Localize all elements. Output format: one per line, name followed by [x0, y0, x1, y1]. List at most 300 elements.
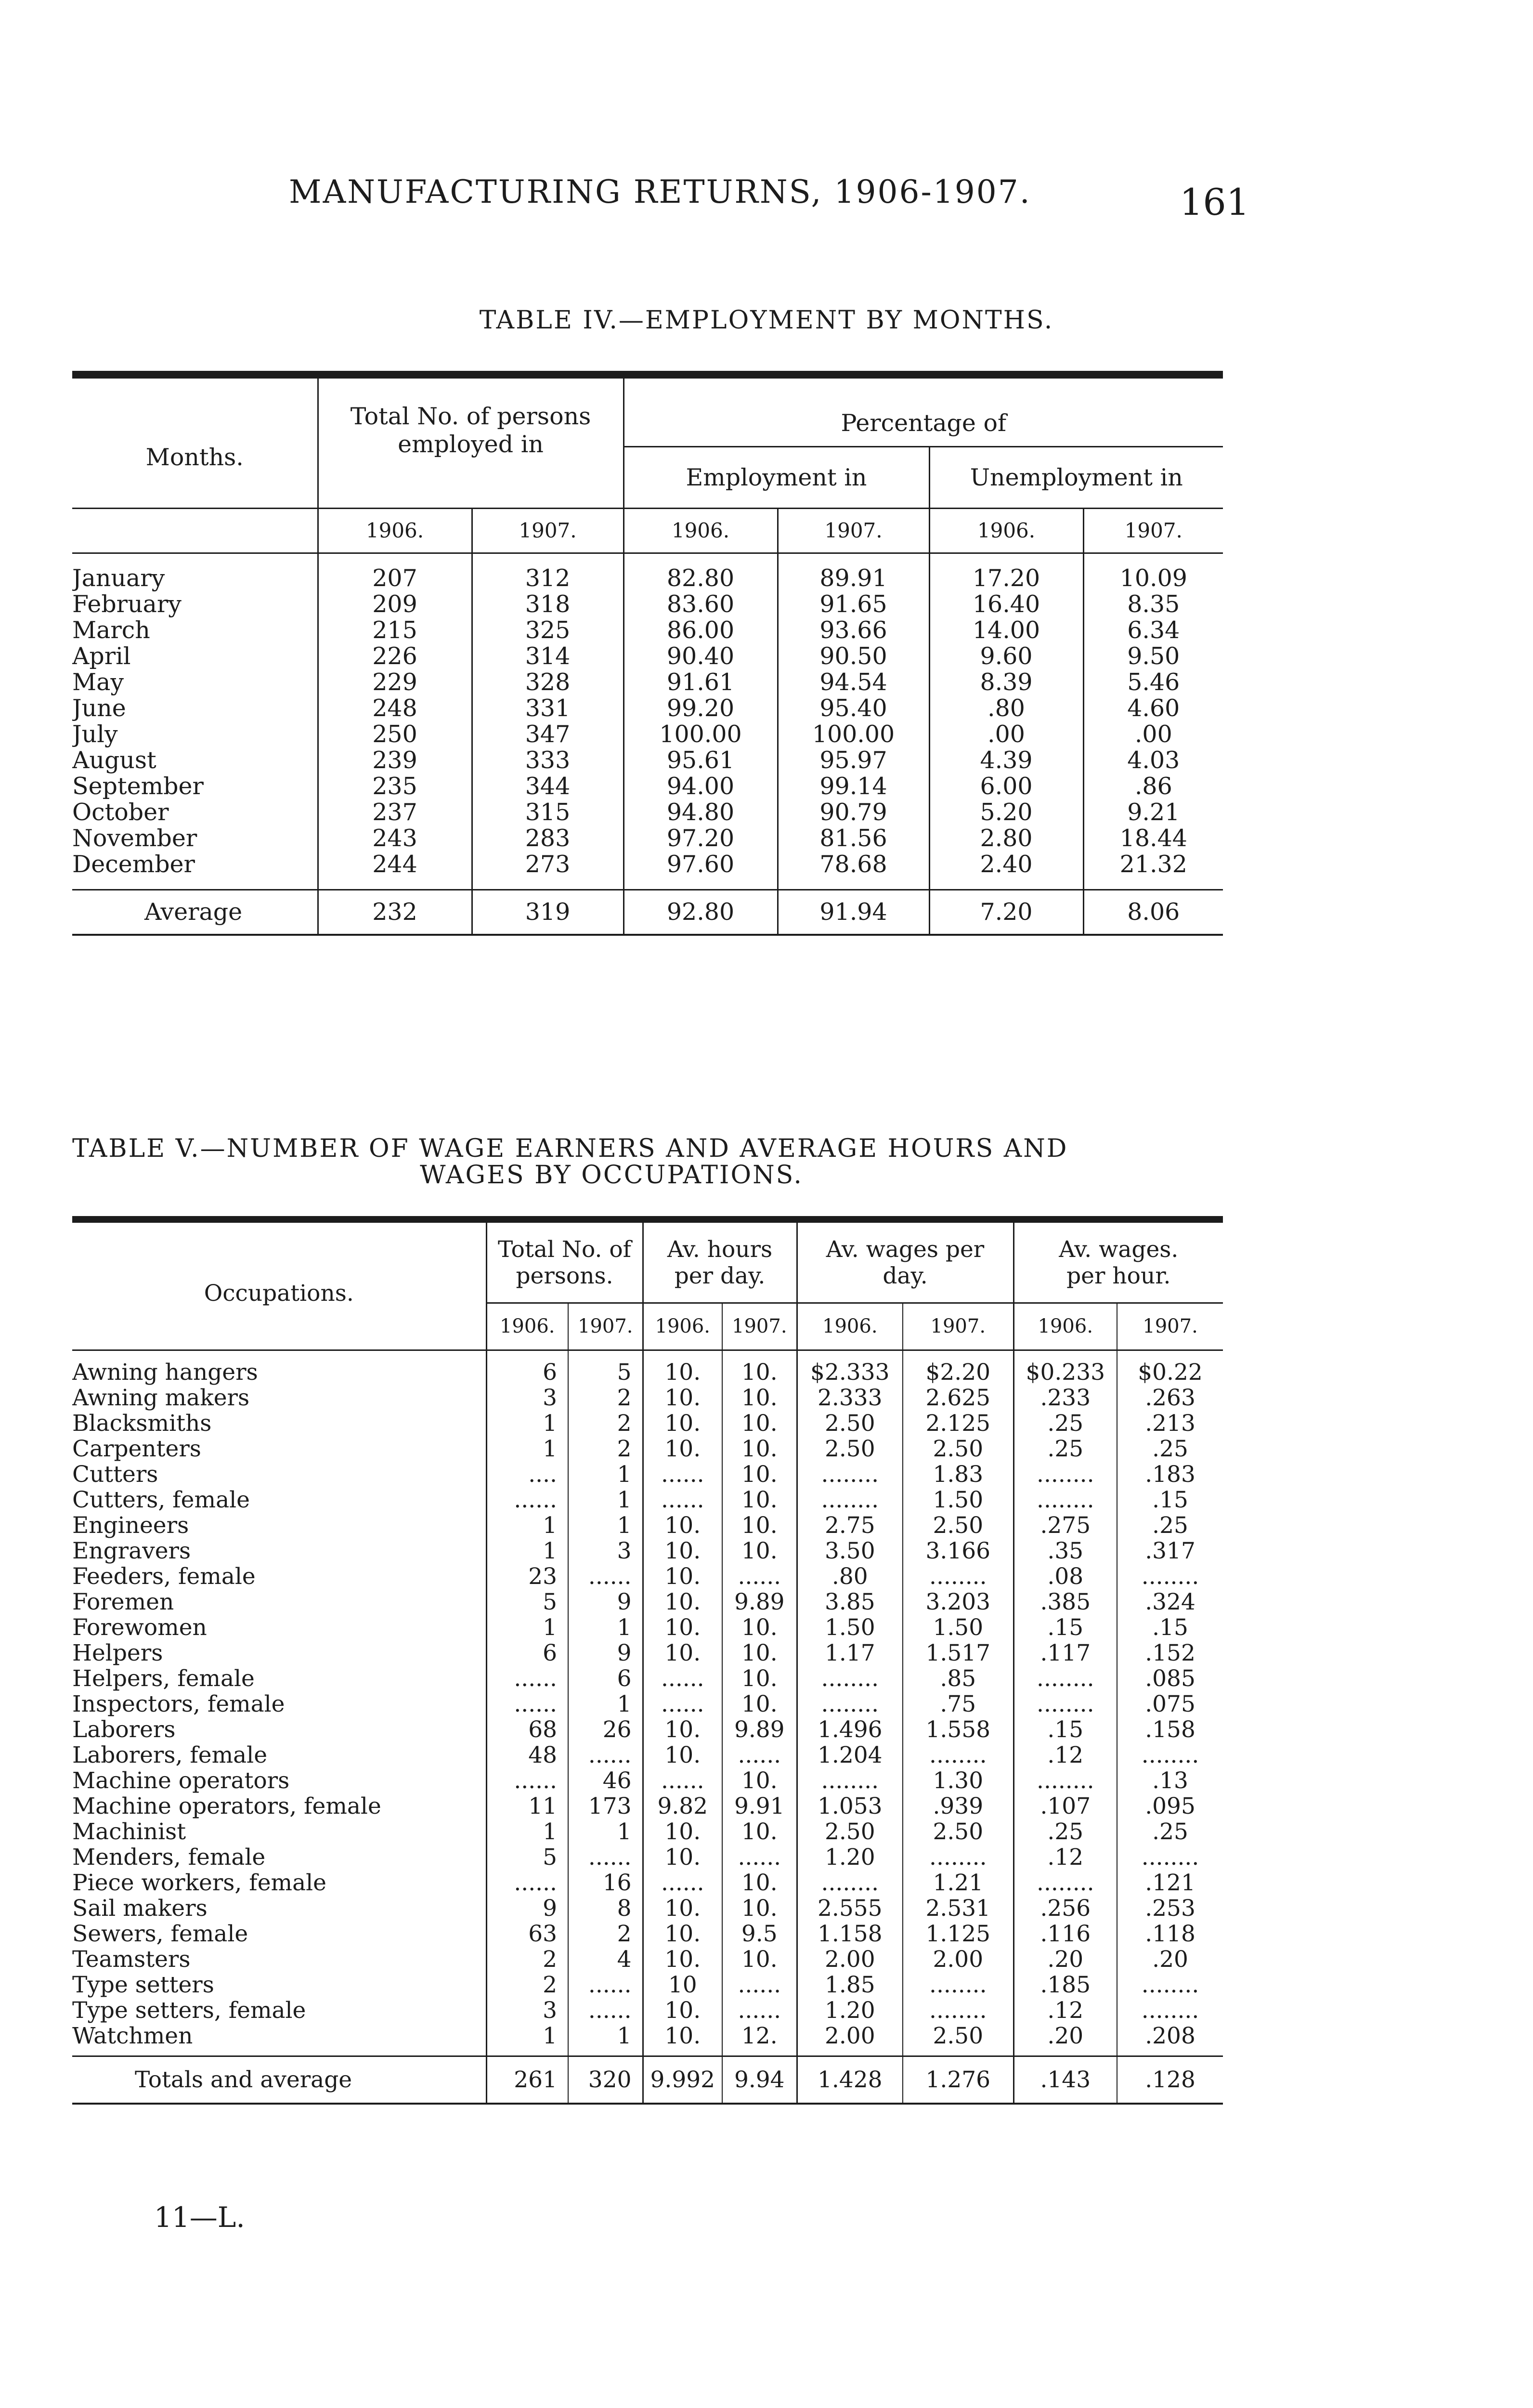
wages-hour-1907: .13 [1117, 1768, 1223, 1793]
table4-row [72, 851, 1223, 890]
table5-row [72, 1436, 1223, 1462]
wages-hour-1907: .208 [1117, 2023, 1223, 2056]
wages-day-1907: 1.21 [903, 1870, 1013, 1896]
table5-row [72, 1998, 1223, 2023]
table5-row [72, 1615, 1223, 1640]
table5-title-line1: TABLE V.—NUMBER OF WAGE EARNERS AND AVERAGE HOURS AND [72, 1134, 1068, 1163]
totals-wages-day-1906: 1.428 [797, 2056, 903, 2103]
unemployment-1906: 6.00 [929, 773, 1083, 799]
wages-day-1907: 2.50 [903, 2023, 1013, 2056]
hours-1906: 10. [643, 1385, 722, 1411]
persons-1906: 1 [486, 1411, 568, 1436]
persons-1907: 314 [472, 643, 624, 669]
unemployment-1907: 10.09 [1083, 553, 1223, 592]
table5-row [72, 1640, 1223, 1666]
wages-hour-1906: .20 [1013, 1947, 1117, 1972]
header-wages-hour-1906: 1906. [1013, 1303, 1117, 1350]
persons-1907: 5 [568, 1350, 643, 1386]
hours-1906: 9.82 [643, 1793, 722, 1819]
header-occupations: Occupations. [72, 1223, 486, 1350]
wages-hour-1907: .152 [1117, 1640, 1223, 1666]
occupation-label: Machinist [72, 1819, 186, 1845]
hours-1906: ...... [643, 1666, 722, 1691]
table4-row [72, 643, 1223, 669]
persons-1906: 1 [486, 1436, 568, 1462]
totals-hours-1906: 9.992 [643, 2056, 722, 2103]
persons-1906: ...... [486, 1691, 568, 1717]
wages-day-1906: 1.20 [797, 1845, 903, 1870]
table5-row [72, 1538, 1223, 1564]
wages-day-1906: 2.50 [797, 1411, 903, 1436]
persons-1906: 9 [486, 1896, 568, 1921]
hours-1906: 10. [643, 1845, 722, 1870]
wages-hour-1906: ........ [1013, 1691, 1117, 1717]
persons-1907: 1 [568, 2023, 643, 2056]
average-persons-1906: 232 [318, 890, 472, 934]
table5-row [72, 1819, 1223, 1845]
wages-hour-1907: .263 [1117, 1385, 1223, 1411]
wages-day-1907: ........ [903, 1742, 1013, 1768]
wages-hour-1907: .15 [1117, 1615, 1223, 1640]
persons-1907: 2 [568, 1921, 643, 1947]
header-hours-1907: 1907. [722, 1303, 797, 1350]
wages-day-1906: ........ [797, 1666, 903, 1691]
wages-day-1907: 1.30 [903, 1768, 1013, 1793]
employment-1907: 89.91 [778, 553, 929, 592]
hours-1907: ...... [722, 1972, 797, 1998]
wages-hour-1907: ........ [1117, 1742, 1223, 1768]
wages-day-1906: 2.50 [797, 1819, 903, 1845]
wages-day-1907: .75 [903, 1691, 1013, 1717]
wages-hour-1907: .085 [1117, 1666, 1223, 1691]
table5-row [72, 1717, 1223, 1742]
wages-hour-1907: .121 [1117, 1870, 1223, 1896]
wages-hour-1907: .317 [1117, 1538, 1223, 1564]
occupation-label: Sewers, female [72, 1921, 248, 1947]
table5-row [72, 1768, 1223, 1793]
wages-hour-1907: .25 [1117, 1513, 1223, 1538]
persons-1907: 2 [568, 1436, 643, 1462]
persons-1906: 243 [318, 825, 472, 851]
table4-row [72, 553, 1223, 592]
month-label: September [72, 773, 204, 799]
wages-day-1907: 1.125 [903, 1921, 1013, 1947]
wages-day-1907: .85 [903, 1666, 1013, 1691]
persons-1907: 26 [568, 1717, 643, 1742]
employment-1906: 99.20 [624, 695, 778, 721]
employment-1906: 91.61 [624, 669, 778, 695]
wages-hour-1906: .12 [1013, 1998, 1117, 2023]
table4-row [72, 773, 1223, 799]
persons-1906: 239 [318, 747, 472, 773]
wages-day-1906: 1.204 [797, 1742, 903, 1768]
unemployment-1906: .80 [929, 695, 1083, 721]
employment-1906: 82.80 [624, 553, 778, 592]
wages-hour-1907: .075 [1117, 1691, 1223, 1717]
persons-1906: 3 [486, 1998, 568, 2023]
occupation-label: Engineers [72, 1513, 189, 1538]
wages-hour-1906: .25 [1013, 1819, 1117, 1845]
persons-1906: ...... [486, 1666, 568, 1691]
persons-1906: 2 [486, 1972, 568, 1998]
persons-1907: 1 [568, 1819, 643, 1845]
persons-1906: 5 [486, 1845, 568, 1870]
signature-mark: 11—L. [154, 2201, 245, 2234]
wages-day-1907: 2.50 [903, 1513, 1013, 1538]
wages-hour-1906: ........ [1013, 1666, 1117, 1691]
wages-day-1907: 2.125 [903, 1411, 1013, 1436]
header-unemployment-in: Unemployment in [929, 447, 1223, 509]
average-employment-1907: 91.94 [778, 890, 929, 934]
hours-1906: 10. [643, 1538, 722, 1564]
persons-1907: 318 [472, 591, 624, 617]
wages-hour-1907: .15 [1117, 1487, 1223, 1513]
table5-row [72, 1589, 1223, 1615]
persons-1907: 347 [472, 721, 624, 747]
running-head-title: MANUFACTURING RETURNS, 1906-1907. [289, 173, 1031, 210]
table5-bottom-rule [72, 2103, 1223, 2105]
persons-1906: 6 [486, 1640, 568, 1666]
month-label: June [72, 695, 126, 721]
page-number: 161 [1180, 181, 1250, 223]
persons-1907: 16 [568, 1870, 643, 1896]
unemployment-1907: 18.44 [1083, 825, 1223, 851]
month-label: July [72, 721, 118, 747]
table5-row [72, 1691, 1223, 1717]
persons-1907: ...... [568, 1742, 643, 1768]
hours-1907: 10. [722, 1819, 797, 1845]
unemployment-1906: 16.40 [929, 591, 1083, 617]
wages-hour-1907: .25 [1117, 1819, 1223, 1845]
employment-1907: 95.97 [778, 747, 929, 773]
hours-1906: ...... [643, 1691, 722, 1717]
table4-bottom-rule [72, 934, 1223, 936]
persons-1906: 5 [486, 1589, 568, 1615]
hours-1906: 10. [643, 1350, 722, 1386]
hours-1907: 10. [722, 1436, 797, 1462]
wages-day-1907: ........ [903, 1972, 1013, 1998]
employment-1906: 83.60 [624, 591, 778, 617]
hours-1907: 10. [722, 1640, 797, 1666]
unemployment-1906: .00 [929, 721, 1083, 747]
employment-1907: 90.50 [778, 643, 929, 669]
header-total-persons: Total No. of persons employed in [318, 379, 624, 509]
wages-hour-1907: ........ [1117, 1564, 1223, 1589]
header-persons-1906: 1906. [318, 509, 472, 553]
employment-1907: 91.65 [778, 591, 929, 617]
persons-1906: 1 [486, 1615, 568, 1640]
persons-1906: 226 [318, 643, 472, 669]
occupation-label: Machine operators, female [72, 1793, 381, 1819]
average-employment-1906: 92.80 [624, 890, 778, 934]
hours-1906: 10. [643, 1564, 722, 1589]
wages-hour-1907: .213 [1117, 1411, 1223, 1436]
hours-1906: 10. [643, 2023, 722, 2056]
wages-day-1906: 1.85 [797, 1972, 903, 1998]
wages-hour-1906: $0.233 [1013, 1350, 1117, 1386]
unemployment-1907: 9.21 [1083, 799, 1223, 825]
wages-hour-1907: .118 [1117, 1921, 1223, 1947]
persons-1906: ...... [486, 1870, 568, 1896]
hours-1906: 10. [643, 1411, 722, 1436]
persons-1907: 328 [472, 669, 624, 695]
hours-1907: 10. [722, 1615, 797, 1640]
table4-row [72, 591, 1223, 617]
wages-hour-1906: .116 [1013, 1921, 1117, 1947]
hours-1907: 10. [722, 1487, 797, 1513]
wages-hour-1906: .233 [1013, 1385, 1117, 1411]
hours-1906: 10. [643, 1589, 722, 1615]
occupation-label: Helpers [72, 1640, 163, 1666]
wages-day-1907: 1.558 [903, 1717, 1013, 1742]
wages-hour-1906: .35 [1013, 1538, 1117, 1564]
unemployment-1906: 5.20 [929, 799, 1083, 825]
persons-1907: 1 [568, 1513, 643, 1538]
hours-1907: 10. [722, 1691, 797, 1717]
wages-day-1906: 2.00 [797, 2023, 903, 2056]
wages-day-1906: 1.17 [797, 1640, 903, 1666]
persons-1907: 312 [472, 553, 624, 592]
persons-1907: 333 [472, 747, 624, 773]
wages-day-1906: ........ [797, 1870, 903, 1896]
hours-1907: 10. [722, 1350, 797, 1386]
hours-1906: 10. [643, 1717, 722, 1742]
wages-day-1906: 1.20 [797, 1998, 903, 2023]
table5-row [72, 1411, 1223, 1436]
unemployment-1906: 14.00 [929, 617, 1083, 643]
occupation-label: Inspectors, female [72, 1691, 285, 1717]
wages-day-1906: $2.333 [797, 1350, 903, 1386]
persons-1907: 1 [568, 1487, 643, 1513]
average-persons-1907: 319 [472, 890, 624, 934]
persons-1906: 207 [318, 553, 472, 592]
persons-1907: 315 [472, 799, 624, 825]
header-persons-1907: 1907. [472, 509, 624, 553]
hours-1906: ...... [643, 1870, 722, 1896]
hours-1906: 10. [643, 1436, 722, 1462]
unemployment-1907: 4.03 [1083, 747, 1223, 773]
employment-1907: 93.66 [778, 617, 929, 643]
hours-1907: 9.89 [722, 1717, 797, 1742]
persons-1907: 3 [568, 1538, 643, 1564]
occupation-label: Awning hangers [72, 1359, 258, 1385]
unemployment-1906: 2.80 [929, 825, 1083, 851]
occupation-label: Sail makers [72, 1896, 208, 1921]
wages-hour-1906: .25 [1013, 1436, 1117, 1462]
totals-persons-1907: 320 [568, 2056, 643, 2103]
header-unemployment-1907: 1907. [1083, 509, 1223, 553]
persons-1907: 1 [568, 1691, 643, 1717]
wages-day-1907: 2.531 [903, 1896, 1013, 1921]
wages-day-1907: 1.83 [903, 1462, 1013, 1487]
wages-hour-1907: .25 [1117, 1436, 1223, 1462]
hours-1906: 10. [643, 1615, 722, 1640]
employment-1906: 100.00 [624, 721, 778, 747]
table5-row [72, 1385, 1223, 1411]
persons-1906: 1 [486, 1513, 568, 1538]
persons-1907: 2 [568, 1411, 643, 1436]
wages-hour-1906: .12 [1013, 1845, 1117, 1870]
header-months: Months. [72, 379, 318, 509]
occupation-label: Carpenters [72, 1436, 201, 1462]
hours-1906: 10. [643, 1640, 722, 1666]
occupation-label: Laborers, female [72, 1742, 268, 1768]
employment-1906: 94.00 [624, 773, 778, 799]
wages-day-1907: ........ [903, 1845, 1013, 1870]
average-label: Average [72, 890, 318, 934]
average-unemployment-1907: 8.06 [1083, 890, 1223, 934]
header-blank [72, 509, 318, 553]
header-wages-hour-1907: 1907. [1117, 1303, 1223, 1350]
wages-day-1906: 1.50 [797, 1615, 903, 1640]
persons-1906: 2 [486, 1947, 568, 1972]
wages-day-1906: 3.85 [797, 1589, 903, 1615]
persons-1907: 6 [568, 1666, 643, 1691]
wages-day-1906: ........ [797, 1462, 903, 1487]
hours-1907: 10. [722, 1411, 797, 1436]
month-label: August [72, 747, 156, 773]
header-av-wages-day: Av. wages per day. [797, 1223, 1013, 1303]
wages-hour-1907: ........ [1117, 1845, 1223, 1870]
hours-1907: 10. [722, 1947, 797, 1972]
table5 [72, 1216, 1223, 2105]
persons-1906: 1 [486, 1819, 568, 1845]
occupation-label: Awning makers [72, 1385, 250, 1411]
wages-day-1907: 2.625 [903, 1385, 1013, 1411]
unemployment-1907: 6.34 [1083, 617, 1223, 643]
table5-row [72, 1742, 1223, 1768]
occupation-label: Type setters [72, 1972, 214, 1998]
month-label: November [72, 825, 197, 851]
persons-1907: 283 [472, 825, 624, 851]
table4-row [72, 825, 1223, 851]
unemployment-1906: 2.40 [929, 851, 1083, 890]
wages-day-1907: 1.50 [903, 1487, 1013, 1513]
hours-1907: 10. [722, 1870, 797, 1896]
wages-day-1906: 2.333 [797, 1385, 903, 1411]
wages-day-1906: 2.555 [797, 1896, 903, 1921]
month-label: February [72, 591, 182, 617]
hours-1907: 9.5 [722, 1921, 797, 1947]
header-persons-1907: 1907. [568, 1303, 643, 1350]
hours-1906: 10. [643, 1947, 722, 1972]
hours-1907: ...... [722, 1564, 797, 1589]
month-label: May [72, 669, 124, 695]
hours-1906: ...... [643, 1462, 722, 1487]
hours-1906: 10. [643, 1819, 722, 1845]
persons-1906: 229 [318, 669, 472, 695]
table5-row [72, 1947, 1223, 1972]
wages-day-1906: 1.158 [797, 1921, 903, 1947]
header-av-wages-hour: Av. wages. per hour. [1013, 1223, 1223, 1303]
hours-1907: ...... [722, 1742, 797, 1768]
employment-1907: 99.14 [778, 773, 929, 799]
persons-1907: 1 [568, 1615, 643, 1640]
unemployment-1907: 5.46 [1083, 669, 1223, 695]
wages-hour-1906: .25 [1013, 1411, 1117, 1436]
wages-day-1906: 2.75 [797, 1513, 903, 1538]
totals-wages-hour-1907: .128 [1117, 2056, 1223, 2103]
persons-1906: 68 [486, 1717, 568, 1742]
header-employment-1906: 1906. [624, 509, 778, 553]
table5-row [72, 1972, 1223, 1998]
wages-hour-1906: .08 [1013, 1564, 1117, 1589]
wages-day-1907: ........ [903, 1564, 1013, 1589]
unemployment-1907: .00 [1083, 721, 1223, 747]
table5-row [72, 1870, 1223, 1896]
wages-day-1906: 2.00 [797, 1947, 903, 1972]
totals-hours-1907: 9.94 [722, 2056, 797, 2103]
occupation-label: Menders, female [72, 1845, 266, 1870]
persons-1906: 1 [486, 2023, 568, 2056]
persons-1906: 11 [486, 1793, 568, 1819]
persons-1907: 331 [472, 695, 624, 721]
table4-row [72, 669, 1223, 695]
month-label: December [72, 851, 195, 878]
header-av-hours: Av. hours per day. [643, 1223, 797, 1303]
hours-1907: 9.91 [722, 1793, 797, 1819]
hours-1906: 10 [643, 1972, 722, 1998]
hours-1906: 10. [643, 1896, 722, 1921]
wages-hour-1907: .158 [1117, 1717, 1223, 1742]
table5-row [72, 1564, 1223, 1589]
employment-1906: 90.40 [624, 643, 778, 669]
wages-day-1907: $2.20 [903, 1350, 1013, 1386]
employment-1906: 94.80 [624, 799, 778, 825]
hours-1907: 10. [722, 1768, 797, 1793]
wages-day-1906: ........ [797, 1487, 903, 1513]
wages-hour-1907: $0.22 [1117, 1350, 1223, 1386]
table5-row [72, 1350, 1223, 1386]
wages-day-1906: ........ [797, 1768, 903, 1793]
unemployment-1907: 9.50 [1083, 643, 1223, 669]
table5-row [72, 1793, 1223, 1819]
persons-1907: 2 [568, 1385, 643, 1411]
unemployment-1907: 4.60 [1083, 695, 1223, 721]
persons-1907: 9 [568, 1640, 643, 1666]
occupation-label: Blacksmiths [72, 1411, 212, 1436]
table5-row [72, 1845, 1223, 1870]
hours-1907: 10. [722, 1666, 797, 1691]
header-employment-1907: 1907. [778, 509, 929, 553]
employment-1906: 97.60 [624, 851, 778, 890]
wages-hour-1907: ........ [1117, 1998, 1223, 2023]
occupation-label: Laborers [72, 1717, 176, 1742]
table5-row [72, 1487, 1223, 1513]
wages-hour-1906: .117 [1013, 1640, 1117, 1666]
persons-1907: 173 [568, 1793, 643, 1819]
wages-hour-1907: .183 [1117, 1462, 1223, 1487]
month-label: January [72, 564, 165, 591]
persons-1907: 46 [568, 1768, 643, 1793]
wages-hour-1907: .095 [1117, 1793, 1223, 1819]
occupation-label: Cutters [72, 1462, 158, 1487]
wages-hour-1906: ........ [1013, 1768, 1117, 1793]
employment-1906: 97.20 [624, 825, 778, 851]
wages-hour-1906: .275 [1013, 1513, 1117, 1538]
table4-title: TABLE IV.—EMPLOYMENT BY MONTHS. [479, 306, 1054, 335]
persons-1907: 8 [568, 1896, 643, 1921]
table4-row [72, 721, 1223, 747]
hours-1907: 12. [722, 2023, 797, 2056]
employment-1906: 95.61 [624, 747, 778, 773]
employment-1907: 100.00 [778, 721, 929, 747]
table4-grid [72, 379, 1223, 934]
header-persons-1906: 1906. [486, 1303, 568, 1350]
header-hours-1906: 1906. [643, 1303, 722, 1350]
employment-1907: 95.40 [778, 695, 929, 721]
wages-hour-1907: .20 [1117, 1947, 1223, 1972]
